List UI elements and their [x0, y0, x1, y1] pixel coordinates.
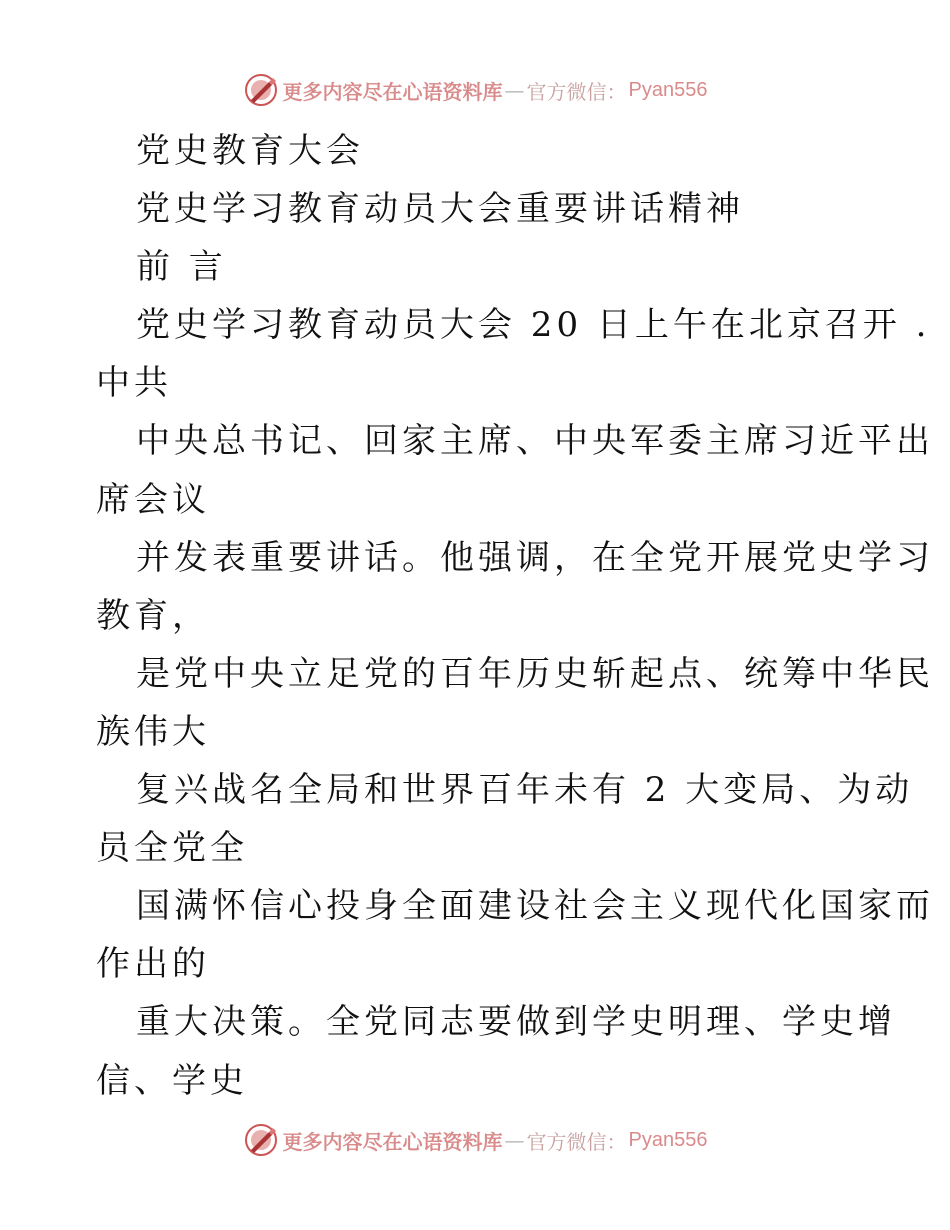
text-line: 国满怀信心投身全面建设社会主义现代化国家而 [136, 886, 934, 927]
pen-logo-icon [243, 1122, 279, 1158]
title-line: 党史教育大会 [136, 131, 364, 171]
text-line: 中央总书记、回家主席、中央军委主席习近平出 [136, 421, 934, 462]
text-line: 是党中央立足党的百年历史斩起点、统筹中华民 [136, 653, 934, 694]
text-line: 复兴战名全局和世界百年未有 2 大变局、为动 [136, 770, 914, 811]
watermark-label: 官方微信： [526, 1129, 627, 1154]
text-line: 教育， [96, 595, 210, 636]
pen-logo-icon [243, 72, 279, 108]
watermark-main-text: 更多内容尽在心语资料库 [282, 1129, 503, 1154]
text-line: 席会议 [96, 479, 210, 520]
watermark-separator: — [504, 1128, 525, 1152]
text-line: 作出的 [96, 944, 210, 985]
watermark-id: Pyan556 [628, 78, 708, 101]
text-line: 信、学史 [96, 1060, 248, 1101]
text-line: 族伟大 [96, 711, 210, 752]
document-body [96, 122, 934, 1110]
preface-heading: 前 言 [136, 247, 227, 288]
watermark-separator: — [504, 78, 525, 102]
watermark-id: Pyan556 [628, 1128, 708, 1151]
watermark-banner-top [0, 70, 950, 110]
watermark-label: 官方微信： [526, 79, 627, 104]
text-line: 重大决策。全党同志要做到学史明理、学史增 [136, 1002, 896, 1043]
subtitle-line: 党史学习教育动员大会重要讲话精神 [136, 189, 744, 230]
watermark-main-text: 更多内容尽在心语资料库 [282, 79, 503, 104]
text-line: 中共 [96, 363, 172, 404]
text-line: 并发表重要讲话。他强调，在全党开展党史学习 [136, 537, 934, 578]
text-line: 党史学习教育动员大会 20 日上午在北京召开 . [136, 305, 931, 346]
text-line: 员全党全 [96, 828, 248, 869]
watermark-banner-bottom [0, 1120, 950, 1160]
